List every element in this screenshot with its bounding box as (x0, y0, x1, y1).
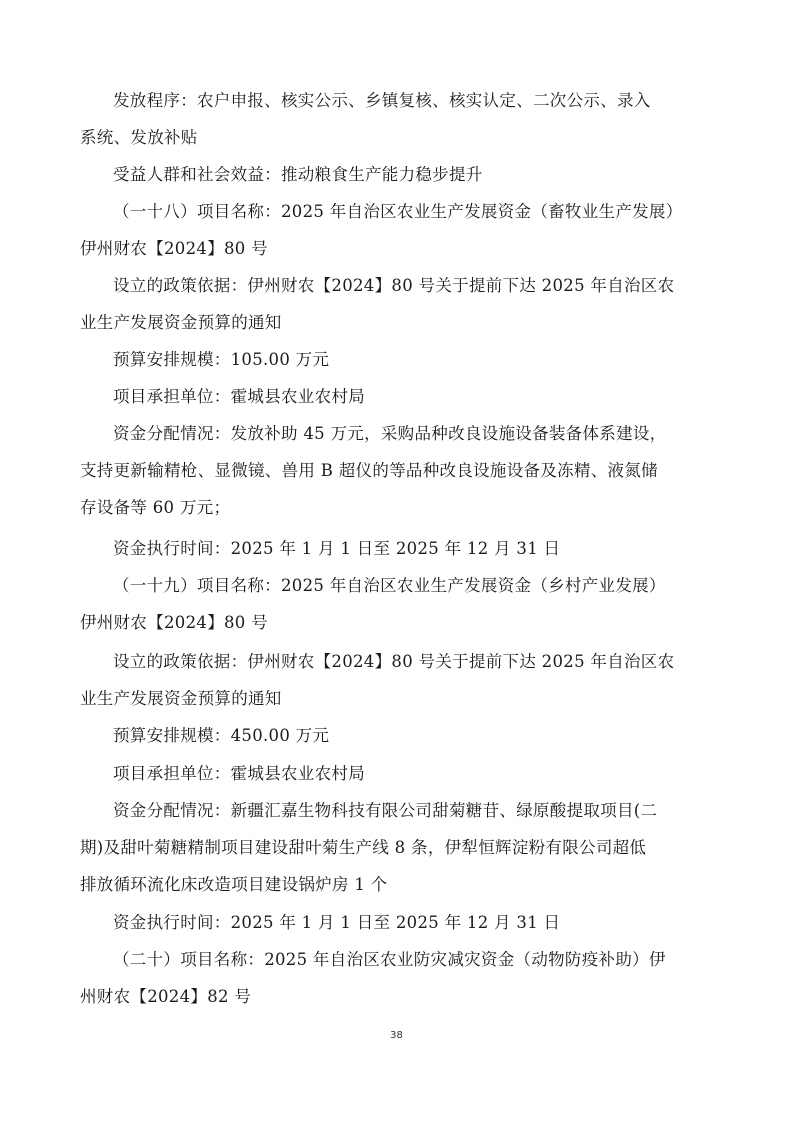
page-number: 38 (390, 1030, 403, 1041)
text-line: 资金执行时间：2025 年 1 月 1 日至 2025 年 12 月 31 日 (113, 539, 561, 558)
paragraph-project-18-allocation (80, 415, 716, 526)
text-line: 伊州财农【2024】80 号 (80, 239, 268, 258)
text-line: 期)及甜叶菊糖精制项目建设甜叶菊生产线 8 条，伊犁恒辉淀粉有限公司超低 (80, 838, 647, 857)
text-line: 存设备等 60 万元； (80, 498, 231, 517)
paragraph-project-18-budget (80, 341, 716, 378)
paragraph-project-20-title (80, 941, 716, 1015)
text-line: 受益人群和社会效益：推动粮食生产能力稳步提升 (113, 165, 483, 184)
paragraph-project-19-policy-basis (80, 643, 716, 717)
text-line: 预算安排规模：450.00 万元 (113, 726, 330, 745)
paragraph-project-18-policy-basis (80, 267, 716, 341)
paragraph-beneficiaries (80, 156, 716, 193)
text-line: 资金分配情况：新疆汇嘉生物科技有限公司甜菊糖苷、绿原酸提取项目(二 (113, 801, 658, 820)
text-line: 排放循环流化床改造项目建设锅炉房 1 个 (80, 875, 388, 894)
text-line: 业生产发展资金预算的通知 (80, 313, 282, 332)
text-line: 资金执行时间：2025 年 1 月 1 日至 2025 年 12 月 31 日 (113, 913, 561, 932)
text-line: 州财农【2024】82 号 (80, 987, 252, 1006)
paragraph-project-18-execution-time (80, 530, 716, 567)
paragraph-project-19-budget (80, 717, 716, 754)
text-line: 项目承担单位：霍城县农业农村局 (113, 387, 365, 406)
text-line: 系统、发放补贴 (80, 128, 198, 147)
text-line: 伊州财农【2024】80 号 (80, 613, 268, 632)
text-line: 发放程序：农户申报、核实公示、乡镇复核、核实认定、二次公示、录入 (113, 91, 651, 110)
text-line: 设立的政策依据：伊州财农【2024】80 号关于提前下达 2025 年自治区农 (113, 276, 675, 295)
paragraph-project-19-execution-time (80, 904, 716, 941)
paragraph-project-18-unit (80, 378, 716, 415)
text-line: 项目承担单位：霍城县农业农村局 (113, 764, 365, 783)
text-line: 资金分配情况：发放补助 45 万元，采购品种改良设施设备装备体系建设， (113, 424, 667, 443)
text-line: （一十八）项目名称：2025 年自治区农业生产发展资金（畜牧业生产发展） (113, 202, 683, 221)
paragraph-distribution-procedure (80, 82, 716, 156)
text-line: （一十九）项目名称：2025 年自治区农业生产发展资金（乡村产业发展） (113, 576, 666, 595)
text-line: （二十）项目名称：2025 年自治区农业防灾减灾资金（动物防疫补助）伊 (113, 950, 666, 969)
text-line: 预算安排规模：105.00 万元 (113, 350, 330, 369)
text-line: 业生产发展资金预算的通知 (80, 689, 282, 708)
text-line: 支持更新输精枪、显微镜、兽用 B 超仪的等品种改良设施设备及冻精、液氮储 (80, 461, 658, 480)
paragraph-project-19-unit (80, 755, 716, 792)
paragraph-project-19-allocation (80, 792, 716, 903)
paragraph-project-18-title (80, 193, 716, 267)
paragraph-project-19-title (80, 567, 716, 641)
text-line: 设立的政策依据：伊州财农【2024】80 号关于提前下达 2025 年自治区农 (113, 652, 675, 671)
